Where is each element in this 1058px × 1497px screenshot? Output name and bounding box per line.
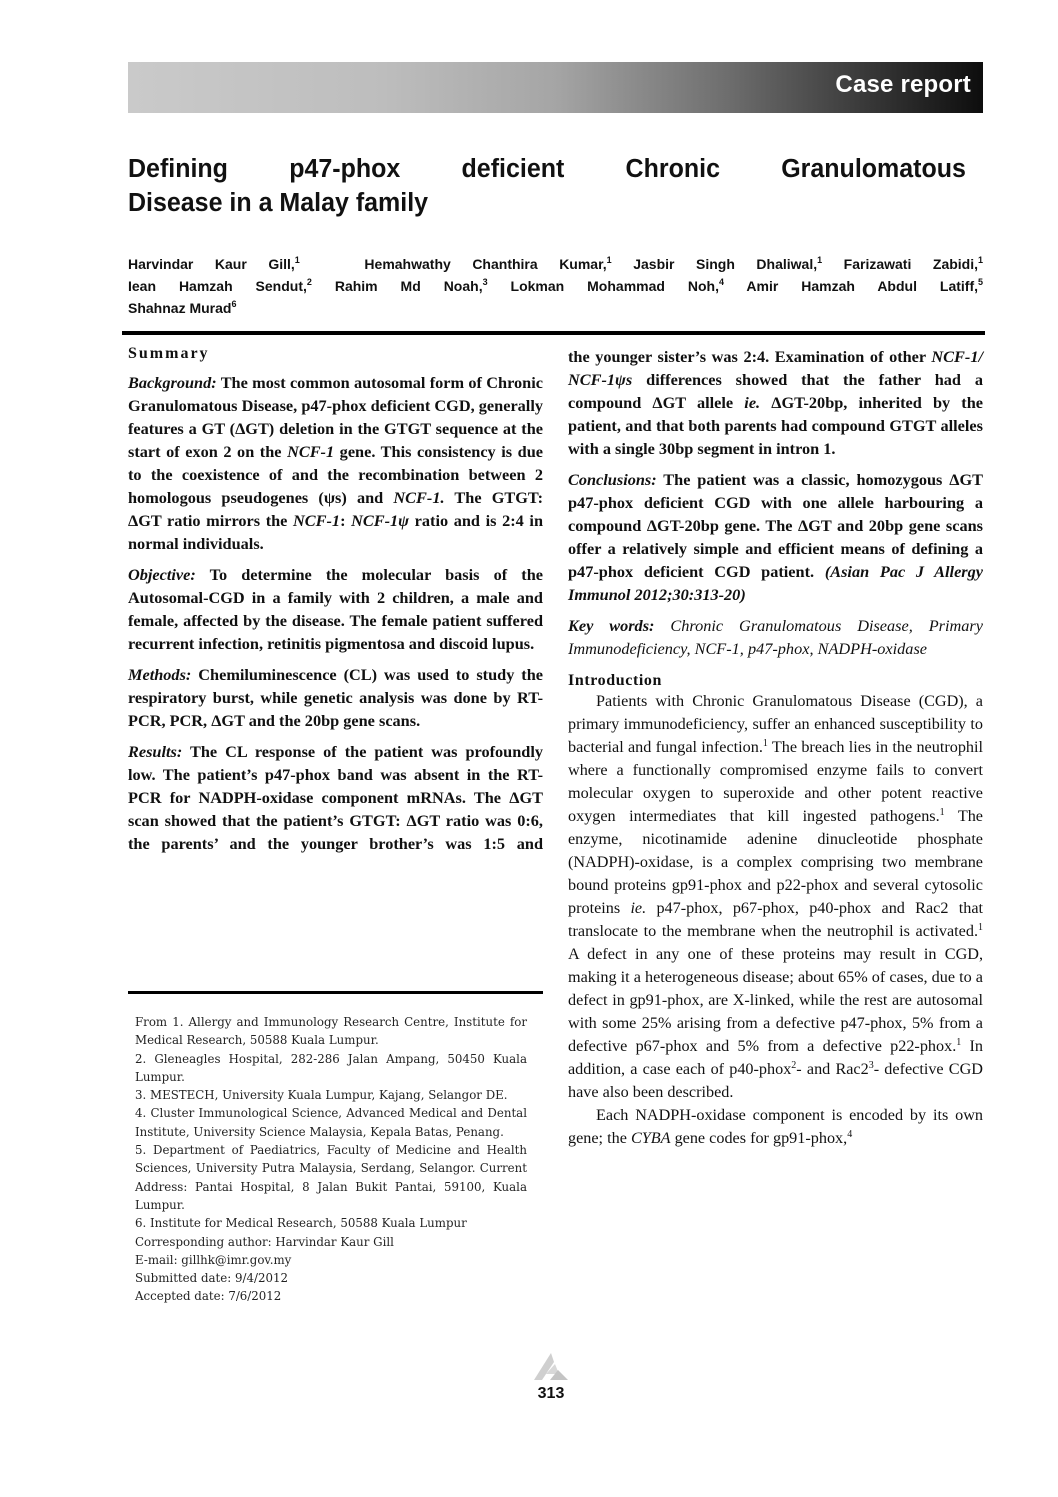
page-number: 313 <box>537 1385 565 1402</box>
right-column <box>568 345 983 1150</box>
footnote-affiliation-3: 3. MESTECH, University Kuala Lumpur, Kajang, Selangor DE. <box>135 1088 508 1103</box>
introduction-paragraph-1: Patients with Chronic Granulomatous Disease (CGD), a primary immunodeficiency, suffer an enhanced susceptibility to bacterial and fungal infection.$^1$ The breach lies in the neutrophil where a functionally compromised enzyme fails to convert molecular oxygen to superoxide and other potent reactive oxygen intermediates that kill ingested pathogens.$^1$ The enzyme, nicotinamide adenine dinucleotide phosphate (NADPH)-oxidase, is a complex comprising two membrane bound proteins gp91-phox and p22-phox and several cytosolic proteins ie. p47-phox, p67-phox, p40-phox and Rac2 that translocate to the membrane when the neutrophil is activated.$^1$ A defect in any one of these proteins may result in CGD, making it a heterogeneous disease; about 65% of cases, due to a defect in gp91-phox, are X-linked, while the rest are autosomal with some 25% arising from a defective p47-phox, 5% from a defective p67-phox and 5% from a defective p22-phox.$^1$ In addition, a case each of p40-phox$^2$- and $Rac2^3-$ defective CGD have also been described. <box>568 692 984 1101</box>
corresponding-author: Corresponding author: Harvindar Kaur Gill <box>135 1234 394 1249</box>
accepted-date: Accepted date: 7/6/2012 <box>135 1289 282 1304</box>
author-line-1: Harvindar Kaur Gill,$^1$ Hemahwathy Chanthira Kumar,$^1$ Jasbir Singh Dhaliwal,$^1$ Farizawati Zabidi,$^1$ <box>128 255 984 272</box>
abstract-conclusions: Conclusions: The patient was a classic, homozygous ΔGT p47-phox deficient CGD with one allele harbouring a compound ΔGT-20bp gene. The ΔGT and 20bp gene scans offer a relatively simple and efficient means of defining a p47-phox deficient CGD patient. (Asian Pac J Allergy Immunol 2012;30:313-20) <box>568 470 983 604</box>
footnote-affiliation-2: 2. Gleneagles Hospital, 282-286 Jalan Ampang, 50450 Kuala Lumpur. <box>135 1051 527 1084</box>
footnote-affiliation-5: 5. Department of Paediatrics, Faculty of Medicine and Health Sciences, University Putra Malaysia, Serdang, Selangor. Current Address: Pantai Hospital, 8 Jalan Bukit Pantai, 59100, Kuala Lumpur. <box>135 1143 527 1212</box>
introduction-heading: Introduction <box>568 672 663 689</box>
abstract-methods: Methods: Chemiluminescence (CL) was used to study the respiratory burst, while genetic analysis was done by RT-PCR, PCR, ΔGT and the 20bp gene scans. <box>128 665 543 730</box>
summary-heading: Summary <box>128 345 210 362</box>
author-line-3: Shahnaz Murad$^6$ <box>128 299 237 316</box>
footnote-affiliation-6: 6. Institute for Medical Research, 50588 Kuala Lumpur <box>135 1216 467 1231</box>
affiliations-footnotes <box>135 1013 527 1306</box>
left-column <box>128 345 543 863</box>
submitted-date: Submitted date: 9/4/2012 <box>135 1271 288 1286</box>
abstract-results-continued: the younger sister’s was 2:4. Examination of other NCF-1/ NCF-1ψs differences showed that the father had a compound ΔGT allele ie. ΔGT-20bp, inherited by the patient, and that both parents had compound GTGT alleles with a single 30bp segment in intron 1. <box>568 347 983 458</box>
journal-citation: (Asian Pac J Allergy Immunol 2012;30:313-20) <box>568 562 983 604</box>
footnote-divider <box>128 991 543 994</box>
abstract-keywords: Key words: Chronic Granulomatous Disease, Primary Immunodeficiency, NCF-1, p47-phox, NADPH-oxidase <box>568 616 983 658</box>
journal-logo-icon <box>532 1352 570 1382</box>
abstract-background: Background: The most common autosomal form of Chronic Granulomatous Disease, p47-phox deficient CGD, generally features a GT (ΔGT) deletion in the GTGT sequence at the start of exon 2 on the NCF-1 gene. This consistency is due to the coexistence of and the recombination between 2 homologous pseudogenes (ψs) and NCF-1. The GTGT: ΔGT ratio mirrors the NCF-1: NCF-1ψ ratio and is 2:4 in normal individuals. <box>128 373 544 553</box>
header-divider <box>122 331 985 335</box>
footnote-affiliation-4: 4. Cluster Immunological Science, Advanced Medical and Dental Institute, University Science Malaysia, Kepala Batas, Penang. <box>135 1106 527 1139</box>
footnote-affiliation-1: From 1. Allergy and Immunology Research Centre, Institute for Medical Research, 50588 Kuala Lumpur. <box>135 1015 527 1048</box>
article-title: Defining p47-phox deficient Chronic Granulomatous Disease in a Malay family <box>128 155 966 217</box>
author-list <box>128 253 983 319</box>
article-type-label: Case report <box>835 71 971 98</box>
section-banner <box>128 62 983 113</box>
abstract-results: Results: The CL response of the patient was profoundly low. The patient’s p47-phox band was absent in the RT-PCR for NADPH-oxidase component mRNAs. The ΔGT scan showed that the patient’s GTGT: ΔGT ratio was 0:6, the parents’ and the younger brother’s was 1:5 and <box>128 742 543 853</box>
introduction-paragraph-2: Each NADPH-oxidase component is encoded by its own gene; the CYBA gene codes for gp91-phox,$^4$ <box>568 1106 983 1147</box>
author-line-2: Iean Hamzah Sendut,$^2$ Rahim Md Noah,$^3$ Lokman Mohammad Noh,$^4$ Amir Hamzah Abdul Latiff,$^5$ <box>128 277 984 294</box>
author-email[interactable]: E-mail: gillhk@imr.gov.my <box>135 1252 292 1267</box>
abstract-objective: Objective: To determine the molecular basis of the Autosomal-CGD in a family with 2 children, a male and female, affected by the disease. The female patient suffered recurrent infection, retinitis pigmentosa and discoid lupus. <box>128 565 543 653</box>
